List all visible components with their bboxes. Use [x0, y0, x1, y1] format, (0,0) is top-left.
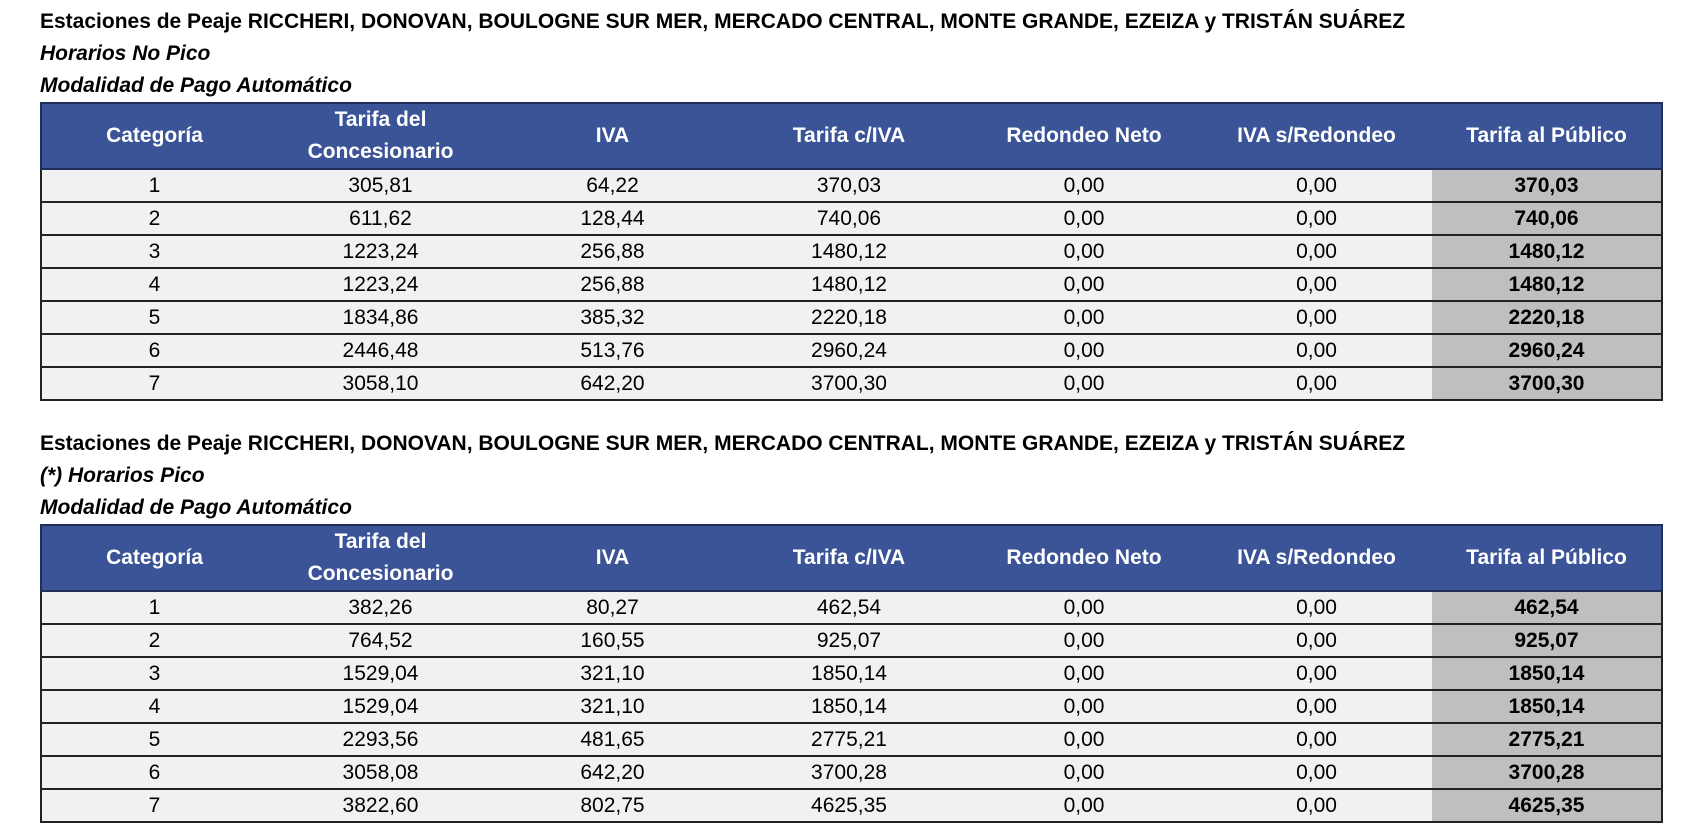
cell-categoria: 6: [41, 756, 267, 789]
cell-tarifa-con-iva: 1480,12: [731, 235, 967, 268]
cell-redondeo-neto: 0,00: [967, 235, 1201, 268]
cell-iva: 481,65: [494, 723, 731, 756]
cell-redondeo-neto: 0,00: [967, 591, 1201, 624]
cell-tarifa-publico: 370,03: [1432, 169, 1662, 202]
table-row: [41, 367, 1662, 400]
cell-tarifa-concesionario: 3058,10: [267, 367, 494, 400]
cell-redondeo-neto: 0,00: [967, 169, 1201, 202]
cell-tarifa-con-iva: 1850,14: [731, 657, 967, 690]
header-tarifa-con-iva: Tarifa c/IVA: [731, 103, 967, 169]
cell-tarifa-concesionario: 764,52: [267, 624, 494, 657]
cell-redondeo-neto: 0,00: [967, 624, 1201, 657]
cell-redondeo-neto: 0,00: [967, 723, 1201, 756]
cell-categoria: 7: [41, 789, 267, 822]
cell-tarifa-con-iva: 2220,18: [731, 301, 967, 334]
section-subtitle: Horarios No Pico: [40, 42, 211, 65]
table-row: [41, 723, 1662, 756]
tariff-table: [40, 102, 1663, 401]
header-iva-sin-redondeo: IVA s/Redondeo: [1201, 525, 1432, 591]
cell-tarifa-concesionario: 1529,04: [267, 690, 494, 723]
header-tarifa-publico: Tarifa al Público: [1432, 525, 1662, 591]
cell-categoria: 2: [41, 202, 267, 235]
cell-tarifa-concesionario: 1834,86: [267, 301, 494, 334]
cell-tarifa-publico: 2775,21: [1432, 723, 1662, 756]
cell-tarifa-con-iva: 2960,24: [731, 334, 967, 367]
cell-redondeo-neto: 0,00: [967, 334, 1201, 367]
cell-tarifa-publico: 1480,12: [1432, 268, 1662, 301]
section-title: Estaciones de Peaje RICCHERI, DONOVAN, BOULOGNE SUR MER, MERCADO CENTRAL, MONTE GRANDE, EZEIZA y TRISTÁN SUÁREZ: [40, 10, 1406, 33]
section-title: Estaciones de Peaje RICCHERI, DONOVAN, BOULOGNE SUR MER, MERCADO CENTRAL, MONTE GRANDE, EZEIZA y TRISTÁN SUÁREZ: [40, 432, 1406, 455]
table-row: [41, 235, 1662, 268]
cell-tarifa-con-iva: 3700,28: [731, 756, 967, 789]
cell-iva-sin-redondeo: 0,00: [1201, 202, 1432, 235]
table-row: [41, 657, 1662, 690]
cell-iva-sin-redondeo: 0,00: [1201, 789, 1432, 822]
table-row: [41, 789, 1662, 822]
cell-tarifa-concesionario: 1223,24: [267, 235, 494, 268]
header-redondeo-neto: Redondeo Neto: [967, 103, 1201, 169]
cell-tarifa-con-iva: 370,03: [731, 169, 967, 202]
cell-categoria: 5: [41, 723, 267, 756]
cell-categoria: 4: [41, 690, 267, 723]
cell-iva-sin-redondeo: 0,00: [1201, 723, 1432, 756]
table-row: [41, 334, 1662, 367]
cell-iva: 64,22: [494, 169, 731, 202]
cell-tarifa-concesionario: 305,81: [267, 169, 494, 202]
cell-tarifa-concesionario: 2446,48: [267, 334, 494, 367]
cell-iva: 321,10: [494, 657, 731, 690]
cell-iva-sin-redondeo: 0,00: [1201, 624, 1432, 657]
cell-iva: 256,88: [494, 268, 731, 301]
cell-iva: 642,20: [494, 756, 731, 789]
header-categoria: Categoría: [41, 103, 267, 169]
cell-iva-sin-redondeo: 0,00: [1201, 301, 1432, 334]
cell-tarifa-publico: 2220,18: [1432, 301, 1662, 334]
cell-tarifa-concesionario: 1529,04: [267, 657, 494, 690]
cell-redondeo-neto: 0,00: [967, 202, 1201, 235]
cell-redondeo-neto: 0,00: [967, 756, 1201, 789]
cell-tarifa-con-iva: 462,54: [731, 591, 967, 624]
cell-tarifa-concesionario: 611,62: [267, 202, 494, 235]
cell-redondeo-neto: 0,00: [967, 301, 1201, 334]
header-redondeo-neto: Redondeo Neto: [967, 525, 1201, 591]
cell-categoria: 6: [41, 334, 267, 367]
header-iva: IVA: [494, 525, 731, 591]
cell-categoria: 4: [41, 268, 267, 301]
cell-categoria: 5: [41, 301, 267, 334]
cell-iva-sin-redondeo: 0,00: [1201, 235, 1432, 268]
table-row: [41, 756, 1662, 789]
cell-tarifa-con-iva: 3700,30: [731, 367, 967, 400]
cell-categoria: 3: [41, 657, 267, 690]
cell-iva-sin-redondeo: 0,00: [1201, 334, 1432, 367]
cell-redondeo-neto: 0,00: [967, 789, 1201, 822]
cell-tarifa-concesionario: 382,26: [267, 591, 494, 624]
cell-categoria: 1: [41, 169, 267, 202]
cell-iva: 128,44: [494, 202, 731, 235]
cell-tarifa-publico: 462,54: [1432, 591, 1662, 624]
cell-tarifa-concesionario: 3822,60: [267, 789, 494, 822]
header-iva-sin-redondeo: IVA s/Redondeo: [1201, 103, 1432, 169]
table-row: [41, 591, 1662, 624]
cell-tarifa-publico: 1480,12: [1432, 235, 1662, 268]
table-row: [41, 690, 1662, 723]
cell-iva: 385,32: [494, 301, 731, 334]
cell-iva-sin-redondeo: 0,00: [1201, 169, 1432, 202]
cell-tarifa-publico: 3700,28: [1432, 756, 1662, 789]
cell-tarifa-concesionario: 1223,24: [267, 268, 494, 301]
header-tarifa-publico: Tarifa al Público: [1432, 103, 1662, 169]
cell-iva: 160,55: [494, 624, 731, 657]
cell-iva: 256,88: [494, 235, 731, 268]
cell-tarifa-publico: 3700,30: [1432, 367, 1662, 400]
cell-tarifa-concesionario: 2293,56: [267, 723, 494, 756]
cell-categoria: 2: [41, 624, 267, 657]
cell-tarifa-con-iva: 1850,14: [731, 690, 967, 723]
cell-iva: 642,20: [494, 367, 731, 400]
cell-redondeo-neto: 0,00: [967, 690, 1201, 723]
cell-iva-sin-redondeo: 0,00: [1201, 657, 1432, 690]
cell-iva: 321,10: [494, 690, 731, 723]
cell-tarifa-con-iva: 925,07: [731, 624, 967, 657]
cell-iva: 80,27: [494, 591, 731, 624]
cell-redondeo-neto: 0,00: [967, 657, 1201, 690]
table-row: [41, 202, 1662, 235]
table-row: [41, 301, 1662, 334]
section-no-pico: [40, 6, 1661, 401]
cell-tarifa-con-iva: 2775,21: [731, 723, 967, 756]
cell-iva-sin-redondeo: 0,00: [1201, 367, 1432, 400]
cell-tarifa-con-iva: 1480,12: [731, 268, 967, 301]
cell-tarifa-publico: 4625,35: [1432, 789, 1662, 822]
header-tarifa-concesionario: Tarifa del Concesionario: [267, 525, 494, 591]
cell-redondeo-neto: 0,00: [967, 268, 1201, 301]
cell-iva-sin-redondeo: 0,00: [1201, 756, 1432, 789]
cell-tarifa-publico: 2960,24: [1432, 334, 1662, 367]
table-row: [41, 169, 1662, 202]
table-row: [41, 268, 1662, 301]
header-tarifa-concesionario: Tarifa del Concesionario: [267, 103, 494, 169]
cell-tarifa-publico: 740,06: [1432, 202, 1662, 235]
header-tarifa-con-iva: Tarifa c/IVA: [731, 525, 967, 591]
cell-iva: 513,76: [494, 334, 731, 367]
tariff-table: [40, 524, 1663, 823]
cell-tarifa-publico: 1850,14: [1432, 657, 1662, 690]
section-subtitle: (*) Horarios Pico: [40, 464, 205, 487]
section-pico: [40, 428, 1661, 823]
cell-iva-sin-redondeo: 0,00: [1201, 268, 1432, 301]
cell-iva-sin-redondeo: 0,00: [1201, 591, 1432, 624]
header-iva: IVA: [494, 103, 731, 169]
cell-categoria: 7: [41, 367, 267, 400]
cell-tarifa-publico: 1850,14: [1432, 690, 1662, 723]
table-header-row: [41, 103, 1662, 169]
cell-iva: 802,75: [494, 789, 731, 822]
cell-tarifa-con-iva: 4625,35: [731, 789, 967, 822]
cell-tarifa-con-iva: 740,06: [731, 202, 967, 235]
payment-mode: Modalidad de Pago Automático: [40, 496, 352, 519]
payment-mode: Modalidad de Pago Automático: [40, 74, 352, 97]
cell-tarifa-publico: 925,07: [1432, 624, 1662, 657]
header-categoria: Categoría: [41, 525, 267, 591]
cell-tarifa-concesionario: 3058,08: [267, 756, 494, 789]
table-row: [41, 624, 1662, 657]
table-header-row: [41, 525, 1662, 591]
cell-categoria: 1: [41, 591, 267, 624]
cell-iva-sin-redondeo: 0,00: [1201, 690, 1432, 723]
cell-categoria: 3: [41, 235, 267, 268]
cell-redondeo-neto: 0,00: [967, 367, 1201, 400]
